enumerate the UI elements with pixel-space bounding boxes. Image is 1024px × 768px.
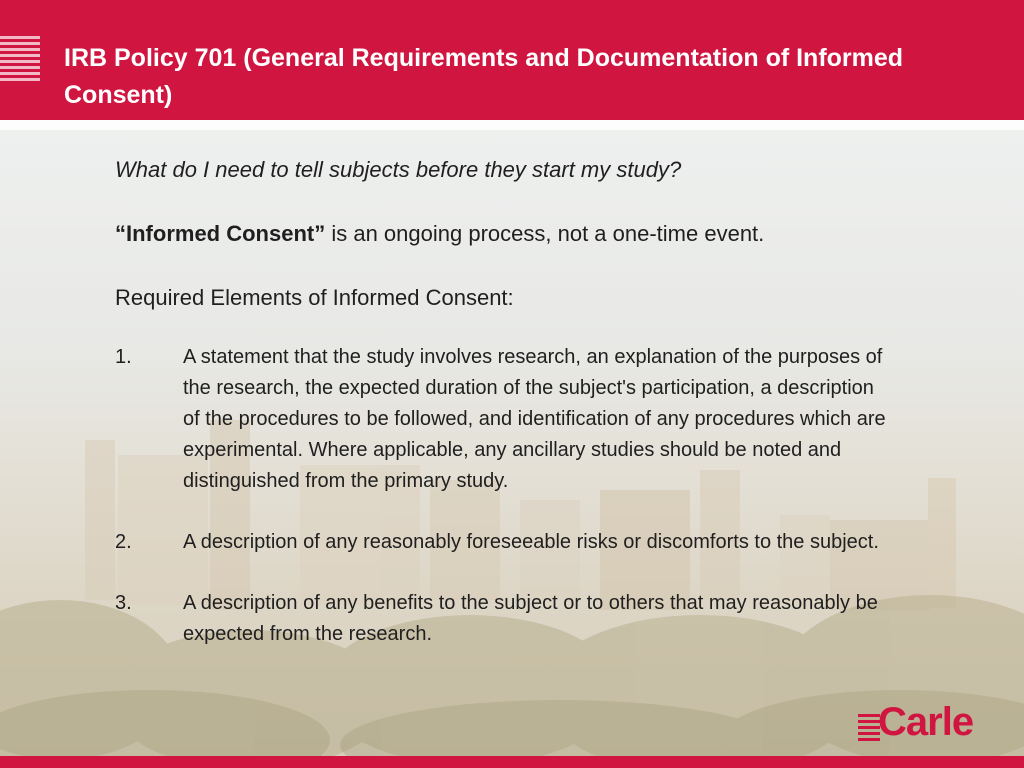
slide-content — [115, 152, 895, 680]
consent-statement — [115, 216, 895, 252]
title-bar — [0, 0, 1024, 120]
logo-stripes-icon — [858, 714, 880, 744]
list-item — [115, 342, 895, 497]
consent-statement-rest: is an ongoing process, not a one-time event. — [325, 221, 765, 246]
list-item-number: 2. — [115, 531, 132, 553]
consent-term: “Informed Consent” — [115, 221, 326, 246]
footer-bar — [0, 756, 1024, 768]
list-item-number: 1. — [115, 346, 132, 368]
question-text: What do I need to tell subjects before they start my study? — [115, 157, 682, 182]
list-item — [115, 588, 895, 650]
slide-title: IRB Policy 701 (General Requirements and Documentation of Informed Consent) — [64, 44, 904, 109]
list-item-text: A description of any reasonably foreseeable risks or discomforts to the subject. — [183, 531, 879, 553]
required-elements-list — [115, 342, 895, 650]
header-divider — [0, 120, 1024, 130]
header-stripes-decoration — [0, 36, 40, 84]
logo-text: Carle — [878, 700, 974, 744]
list-item — [115, 527, 895, 558]
list-item-text: A statement that the study involves research, an explanation of the purposes of the research, the expected duration of the subject's participation, a description of the procedures to be followed, and identification of any procedures which are experimental. Where applicable, any ancillary studies should be noted and distinguished from the primary study. — [183, 346, 886, 492]
required-elements-heading: Required Elements of Informed Consent: — [115, 285, 514, 310]
carle-logo — [858, 700, 998, 746]
list-item-text: A description of any benefits to the subject or to others that may reasonably be expected from the research. — [183, 592, 878, 645]
list-item-number: 3. — [115, 592, 132, 614]
